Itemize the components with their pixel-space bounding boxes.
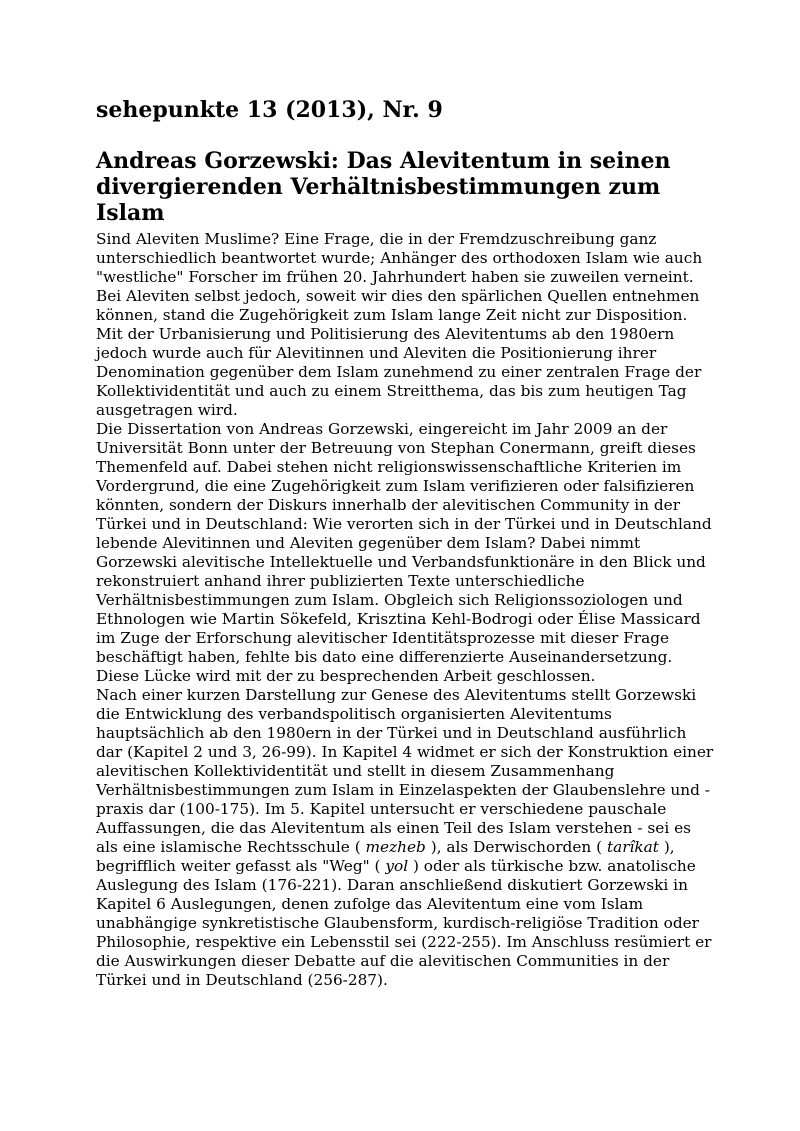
paragraph-3 xyxy=(96,686,716,990)
paragraph-1: Sind Aleviten Muslime? Eine Frage, die in der Fremdzuschreibung ganz unterschiedlich beantwortet wurde; Anhänger des orthodoxen Islam wie auch "westliche" Forscher im frühen 20. Jahrhundert haben sie zuweilen verneint. Bei Aleviten selbst jedoch, soweit wir dies den spärlichen Quellen entnehmen können, stand die Zugehörigkeit zum Islam lange Zeit nicht zur Disposition. Mit der Urbanisierung und Politisierung des Alevitentums ab den 1980ern jedoch wurde auch für Alevitinnen und Aleviten die Positionierung ihrer Denomination gegenüber dem Islam zunehmend zu einer zentralen Frage der Kollektividentität und auch zu einem Streitthema, das bis zum heutigen Tag ausgetragen wird. xyxy=(96,230,703,419)
document-page xyxy=(96,96,716,990)
paragraph-3-text-1: Nach einer kurzen Darstellung zur Genese des Alevitentums stellt Gorzewski die Entwicklung des verbandspolitisch organisierten Alevitentums hauptsächlich ab den 1980ern in der Türkei und in Deutschland ausführlich dar (Kapitel 2 und 3, 26-99). In Kapitel 4 widmet er sich der Konstruktion einer alevitischen Kollektividentität und stellt in diesem Zusammenhang Verhältnisbestimmungen zum Islam in Einzelaspekten der Glaubenslehre und -praxis dar (100-175). Im 5. Kapitel untersucht er verschiedene pauschale Auffassungen, die das Alevitentum als einen Teil des Islam verstehen - sei es als eine islamische Rechtsschule ( xyxy=(96,686,714,856)
paragraph-3-text-2: ), als Derwischorden ( xyxy=(425,838,607,856)
article-title: Andreas Gorzewski: Das Alevitentum in seinen divergierenden Verhältnisbestimmungen zum Islam xyxy=(96,148,671,226)
paragraph-3-text-4: ) oder als türkische bzw. anatolische Auslegung des Islam (176-221). Daran anschließend diskutiert Gorzewski in Kapitel 6 Auslegungen, denen zufolge das Alevitentum eine vom Islam unabhängige synkretistische Glaubensform, kurdisch-religiöse Tradition oder Philosophie, respektive ein Lebensstil sei (222-255). Im Anschluss resümiert er die Auswirkungen dieser Debatte auf die alevitischen Communities in der Türkei und in Deutschland (256-287). xyxy=(96,857,712,989)
paragraph-3-text-3: ), begrifflich weiter gefasst als "Weg" ( xyxy=(96,838,675,875)
term-tarikat: tarîkat xyxy=(606,838,659,856)
term-mezheb: mezheb xyxy=(365,838,426,856)
term-yol: yol xyxy=(385,857,409,875)
paragraph-2: Die Dissertation von Andreas Gorzewski, eingereicht im Jahr 2009 an der Universität Bonn unter der Betreuung von Stephan Conermann, greift dieses Themenfeld auf. Dabei stehen nicht religionswissenschaftliche Kriterien im Vordergrund, die eine Zugehörigkeit zum Islam verifizieren oder falsifizieren könnten, sondern der Diskurs innerhalb der alevitischen Community in der Türkei und in Deutschland: Wie verorten sich in der Türkei und in Deutschland lebende Alevitinnen und Aleviten gegenüber dem Islam? Dabei nimmt Gorzewski alevitische Intellektuelle und Verbandsfunktionäre in den Blick und rekonstruiert anhand ihrer publizierten Texte unterschiedliche Verhältnisbestimmungen zum Islam. Obgleich sich Religionssoziologen und Ethnologen wie Martin Sökefeld, Krisztina Kehl-Bodrogi oder Élise Massicard im Zuge der Erforschung alevitischer Identitätsprozesse mit dieser Frage beschäftigt haben, fehlte bis dato eine differenzierte Auseinandersetzung. Diese Lücke wird mit der zu besprechenden Arbeit geschlossen. xyxy=(96,420,712,685)
journal-heading: sehepunkte 13 (2013), Nr. 9 xyxy=(96,97,443,123)
